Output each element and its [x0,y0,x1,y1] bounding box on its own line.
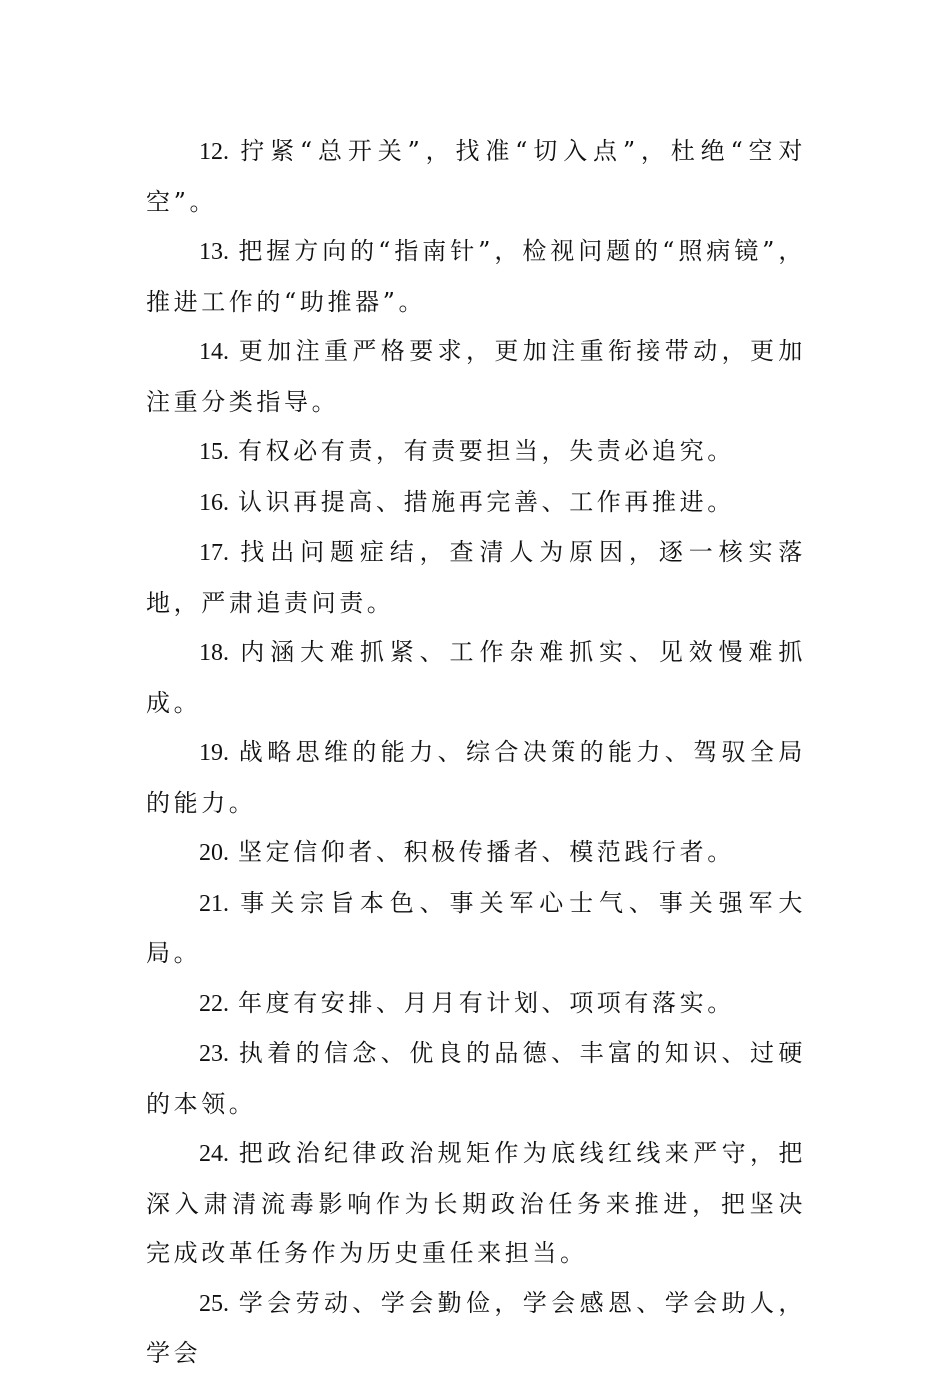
list-item-13 [146,227,806,327]
item-number: 19. [199,740,229,766]
document-body [146,127,806,1379]
list-item-15 [146,427,806,478]
item-text: 更加注重严格要求，更加注重衔接带动，更加注重分类指导。 [146,337,806,416]
item-number: 16. [199,489,229,516]
item-number: 22. [199,990,229,1017]
list-item-12 [146,127,806,227]
item-number: 24. [199,1141,229,1167]
item-text: 拧紧“总开关”，找准“切入点”，杜绝“空对空”。 [146,137,806,216]
item-text: 有权必有责，有责要担当，失责必追究。 [238,437,735,465]
item-text: 认识再提高、措施再完善、工作再推进。 [238,487,735,516]
list-item-24 [146,1129,806,1279]
item-text: 坚定信仰者、积极传播者、模范践行者。 [238,838,735,866]
item-text: 把握方向的“指南针”，检视问题的“照病镜”，推进工作的“助推器”。 [146,237,806,316]
item-number: 14. [199,339,229,365]
list-item-14 [146,327,806,427]
item-text: 找出问题症结，查清人为原因，逐一核实落地，严肃追责问责。 [146,538,806,617]
list-item-20 [146,828,806,879]
item-text: 事关宗旨本色、事关军心士气、事关强军大局。 [146,888,806,967]
item-number: 15. [199,439,229,465]
item-number: 25. [199,1290,229,1317]
list-item-23 [146,1029,806,1129]
item-text: 年度有安排、月月有计划、项项有落实。 [238,988,735,1017]
item-number: 18. [199,640,229,666]
item-number: 23. [199,1041,229,1067]
item-text: 学会劳动、学会勤俭，学会感恩、学会助人，学会 [146,1288,806,1367]
item-number: 21. [199,890,229,917]
list-item-25 [146,1279,806,1379]
item-text: 执着的信念、优良的品德、丰富的知识、过硬的本领。 [146,1039,806,1118]
list-item-18 [146,628,806,728]
item-number: 20. [199,840,229,866]
item-number: 13. [199,239,229,265]
list-item-16 [146,478,806,529]
item-text: 内涵大难抓紧、工作杂难抓实、见效慢难抓成。 [146,638,806,717]
list-item-19 [146,728,806,828]
item-number: 12. [199,139,229,165]
item-number: 17. [199,540,229,566]
item-text: 战略思维的能力、综合决策的能力、驾驭全局的能力。 [146,738,806,817]
list-item-17 [146,528,806,628]
list-item-22 [146,979,806,1030]
item-text: 把政治纪律政治规矩作为底线红线来严守，把深入肃清流毒影响作为长期政治任务来推进，把坚决完成改革任务作为历史重任来担当。 [146,1139,806,1267]
list-item-21 [146,879,806,979]
